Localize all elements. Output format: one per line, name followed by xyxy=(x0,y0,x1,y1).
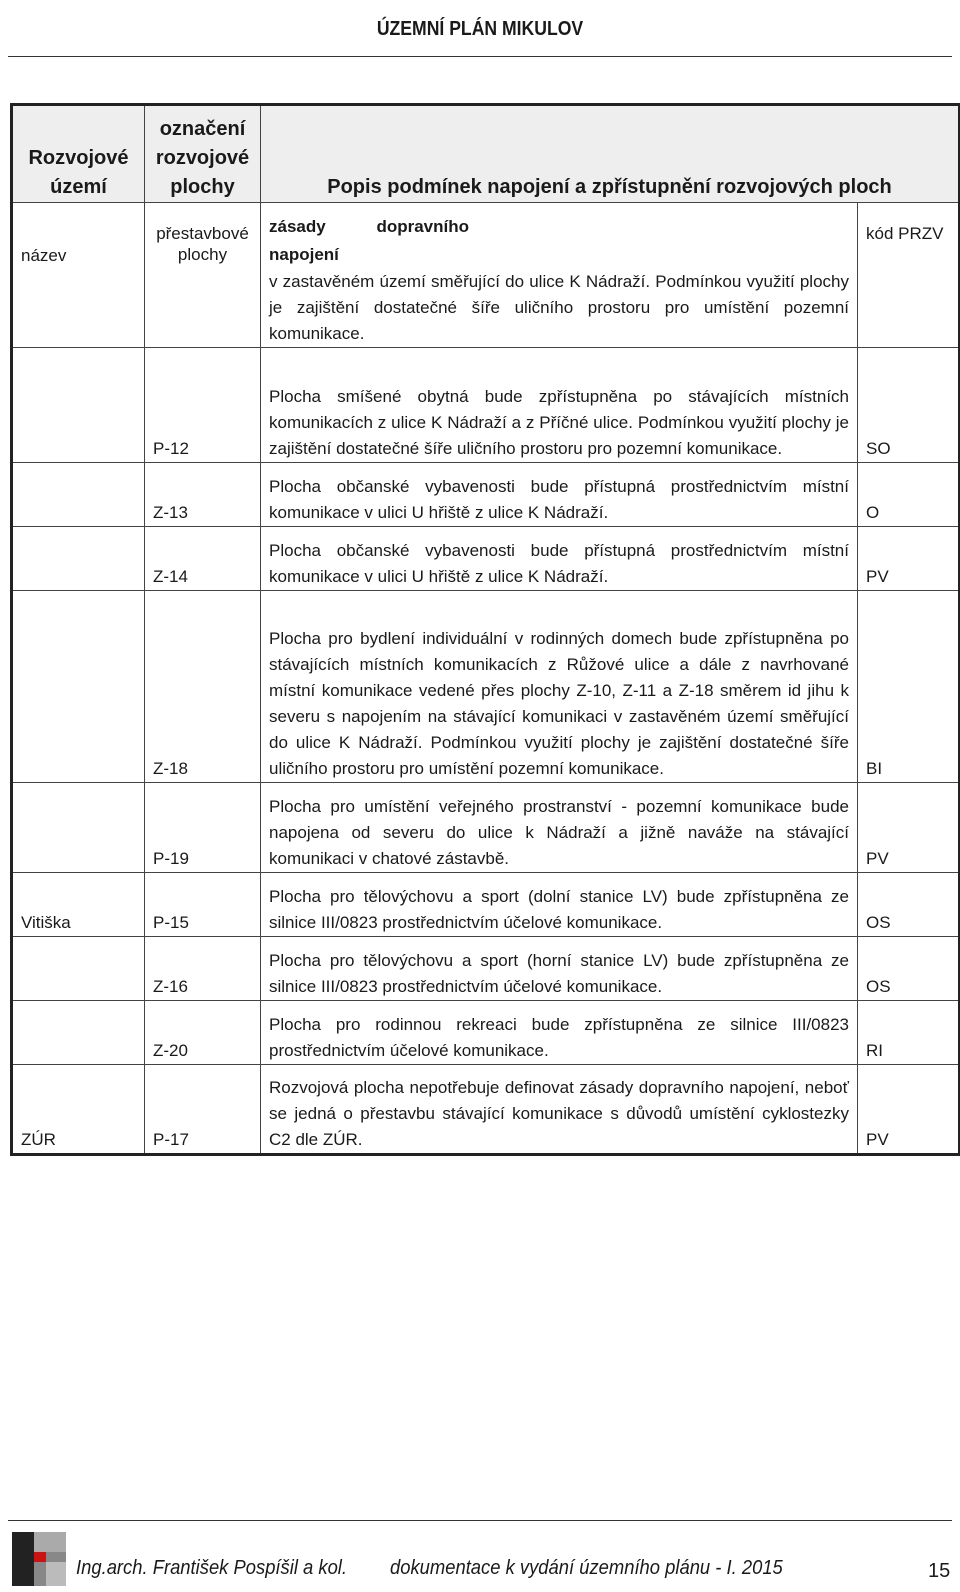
row-7-area xyxy=(12,937,145,1001)
row-5-designation: P-19 xyxy=(145,783,261,873)
row-2-description: Plocha občanské vybavenosti bude přístupná prostřednictvím místní komunikace v ulici U hřiště z ulice K Nádraží. xyxy=(261,463,858,527)
row-1-area xyxy=(12,348,145,463)
row-9-area: ZÚR xyxy=(12,1065,145,1155)
row-4-description: Plocha pro bydlení individuální v rodinných domech bude zpřístupněna po stávajících místních komunikacích z Růžové ulice a dále z navrhované místní komunikace vedené přes plochy Z-10, Z-11 a Z-18 směrem id jihu k severu s napojením na stávající komunikaci v zastavěném území směřující do ulice K Nádraží. Podmínkou využití plochy je zajištění dostatečné šíře uličního prostoru pro umístění pozemní komunikace. xyxy=(261,591,858,783)
subheader-description: zásady dopravního napojení xyxy=(269,217,469,264)
row-5-code: PV xyxy=(858,783,960,873)
table-row xyxy=(12,1001,960,1065)
row-3-area xyxy=(12,527,145,591)
row-7-designation: Z-16 xyxy=(145,937,261,1001)
column-header-designation: označení rozvojové plochy xyxy=(145,105,261,203)
row-8-designation: Z-20 xyxy=(145,1001,261,1065)
row-9-description: Rozvojová plocha nepotřebuje definovat zásady dopravního napojení, neboť se jedná o přestavbu stávající komunikace s důvodů umístění cyklostezky C2 dle ZÚR. xyxy=(261,1065,858,1155)
row-2-code: O xyxy=(858,463,960,527)
column-header-area: Rozvojové území xyxy=(12,105,145,203)
table-row xyxy=(12,873,960,937)
row-8-description: Plocha pro rodinnou rekreaci bude zpřístupněna ze silnice III/0823 prostřednictvím účelové komunikace. xyxy=(261,1001,858,1065)
row-3-description: Plocha občanské vybavenosti bude přístupná prostřednictvím místní komunikace v ulici U hřiště z ulice K Nádraží. xyxy=(261,527,858,591)
row-1-designation: P-12 xyxy=(145,348,261,463)
table-row xyxy=(12,463,960,527)
row-4-area xyxy=(12,591,145,783)
row-6-designation: P-15 xyxy=(145,873,261,937)
row-6-description: Plocha pro tělovýchovu a sport (dolní stanice LV) bude zpřístupněna ze silnice III/0823 prostřednictvím účelové komunikace. xyxy=(261,873,858,937)
page-number: 15 xyxy=(928,1560,951,1582)
row-9-code: PV xyxy=(858,1065,960,1155)
footer-document: dokumentace k vydání územního plánu - I. 2015 xyxy=(390,1557,783,1579)
table-row xyxy=(12,1065,960,1155)
architect-logo-icon xyxy=(12,1532,66,1586)
row-4-code: BI xyxy=(858,591,960,783)
row-2-area xyxy=(12,463,145,527)
row-9-designation: P-17 xyxy=(145,1065,261,1155)
table-row xyxy=(12,527,960,591)
row-3-designation: Z-14 xyxy=(145,527,261,591)
row-5-area xyxy=(12,783,145,873)
row-4-designation: Z-18 xyxy=(145,591,261,783)
table-row xyxy=(12,783,960,873)
row-5-description: Plocha pro umístění veřejného prostranství - pozemní komunikace bude napojena od severu do ulice k Nádraží a jižně naváže na stávající komunikaci v chatové zástavbě. xyxy=(261,783,858,873)
table-row xyxy=(12,203,960,348)
footer-divider xyxy=(8,1520,952,1521)
header-divider xyxy=(8,56,952,57)
row-7-code: OS xyxy=(858,937,960,1001)
development-areas-table xyxy=(10,103,960,1156)
subheader-area: název xyxy=(12,203,145,348)
page-title: ÚZEMNÍ PLÁN MIKULOV xyxy=(376,18,584,40)
row-3-code: PV xyxy=(858,527,960,591)
table-row xyxy=(12,937,960,1001)
row-6-area: Vitiška xyxy=(12,873,145,937)
row-6-code: OS xyxy=(858,873,960,937)
subheader-designation: přestavbové plochy xyxy=(145,203,261,348)
row-1-description: Plocha smíšené obytná bude zpřístupněna po stávajících místních komunikacích z ulice K Nádraží a z Příčné ulice. Podmínkou využití plochy je zajištění dostatečné šíře uličního prostoru pro pozemní komunikace. xyxy=(261,348,858,463)
table-row xyxy=(12,591,960,783)
row-8-area xyxy=(12,1001,145,1065)
row-8-code: RI xyxy=(858,1001,960,1065)
table-row xyxy=(12,348,960,463)
row-1-code: SO xyxy=(858,348,960,463)
table-row-description xyxy=(261,203,858,348)
footer-author: Ing.arch. František Pospíšil a kol. xyxy=(76,1557,348,1579)
row-7-description: Plocha pro tělovýchovu a sport (horní stanice LV) bude zpřístupněna ze silnice III/0823 prostřednictvím účelové komunikace. xyxy=(261,937,858,1001)
row-0-description: v zastavěném území směřující do ulice K Nádraží. Podmínkou využití plochy je zajištění dostatečné šíře uličního prostoru pro umístění pozemní komunikace. xyxy=(269,272,849,343)
row-2-designation: Z-13 xyxy=(145,463,261,527)
subheader-code: kód PRZV xyxy=(858,203,960,348)
table-header-row xyxy=(12,105,960,203)
column-header-description: Popis podmínek napojení a zpřístupnění rozvojových ploch xyxy=(261,105,960,203)
